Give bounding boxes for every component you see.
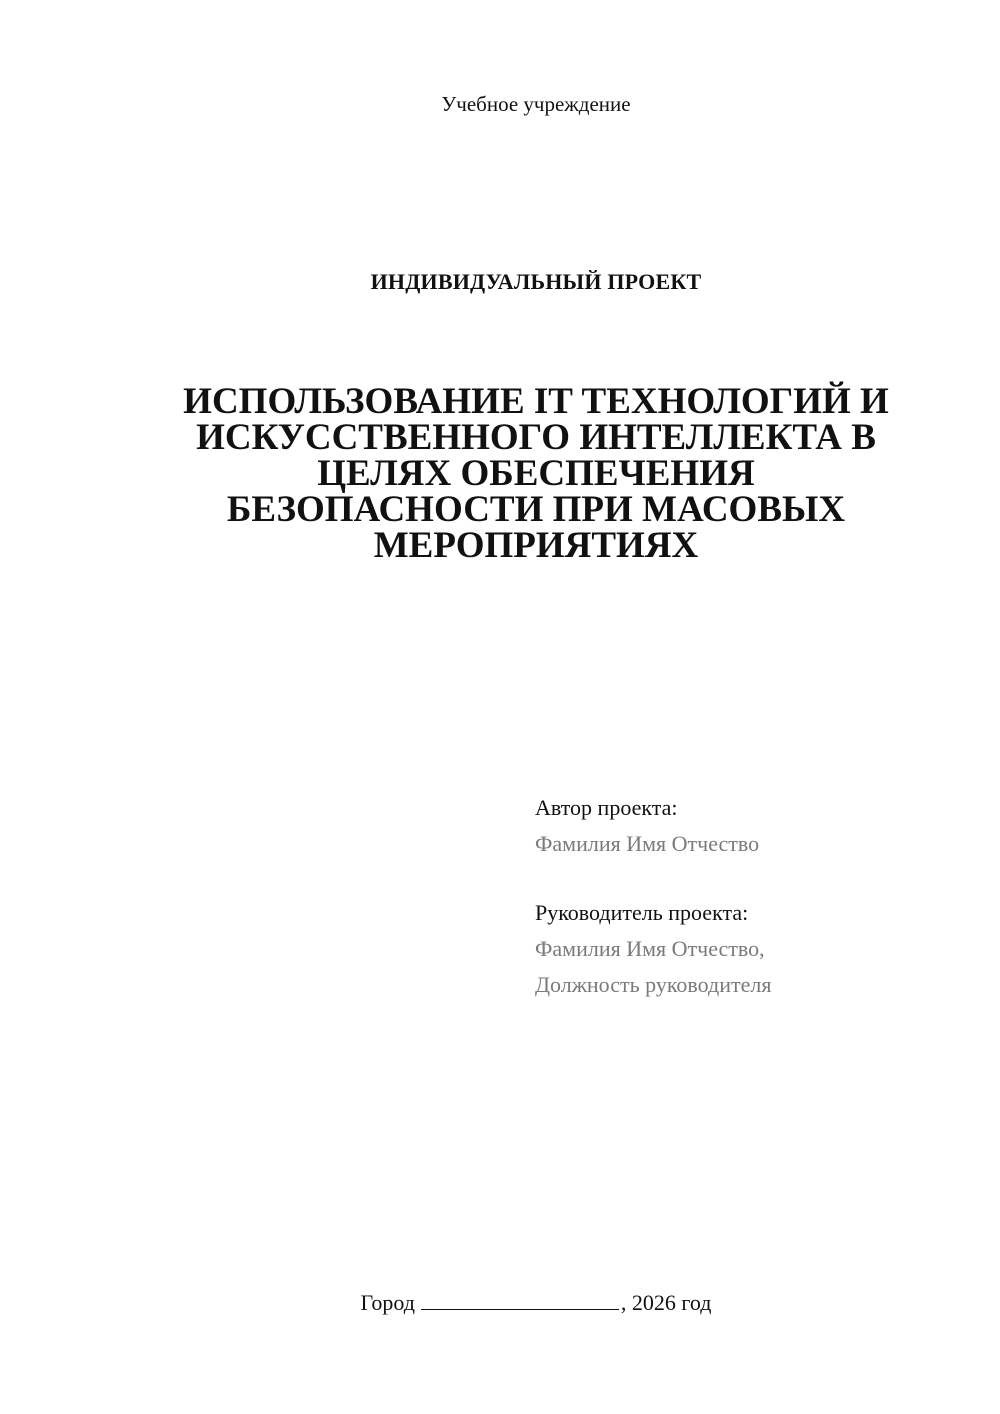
author-label: Автор проекта: [535,795,678,820]
project-title [150,381,922,566]
author-name: Фамилия Имя Отчество [535,831,760,856]
project-type: ИНДИВИДУАЛЬНЫЙ ПРОЕКТ [370,269,702,294]
supervisor-block [535,895,771,1003]
city-label: Город [360,1290,415,1315]
project-title-line: ИСКУССТВЕННОГО ИНТЕЛЛЕКТА В [196,417,876,458]
author-block [535,790,759,862]
supervisor-position: Должность руководителя [535,972,772,997]
project-title-line: БЕЗОПАСНОСТИ ПРИ МАСОВЫХ [226,489,846,530]
year-text: , 2026 год [620,1290,712,1315]
city-year-line [0,1290,1000,1316]
supervisor-name: Фамилия Имя Отчество, [535,936,765,961]
project-title-line: МЕРОПРИЯТИЯХ [373,525,699,566]
institution-name: Учебное учреждение [441,92,631,116]
city-blank-line [421,1291,619,1310]
project-title-line: ИСПОЛЬЗОВАНИЕ IT ТЕХНОЛОГИЙ И [183,381,889,422]
project-title-line: ЦЕЛЯХ ОБЕСПЕЧЕНИЯ [317,453,755,494]
supervisor-label: Руководитель проекта: [535,900,749,925]
